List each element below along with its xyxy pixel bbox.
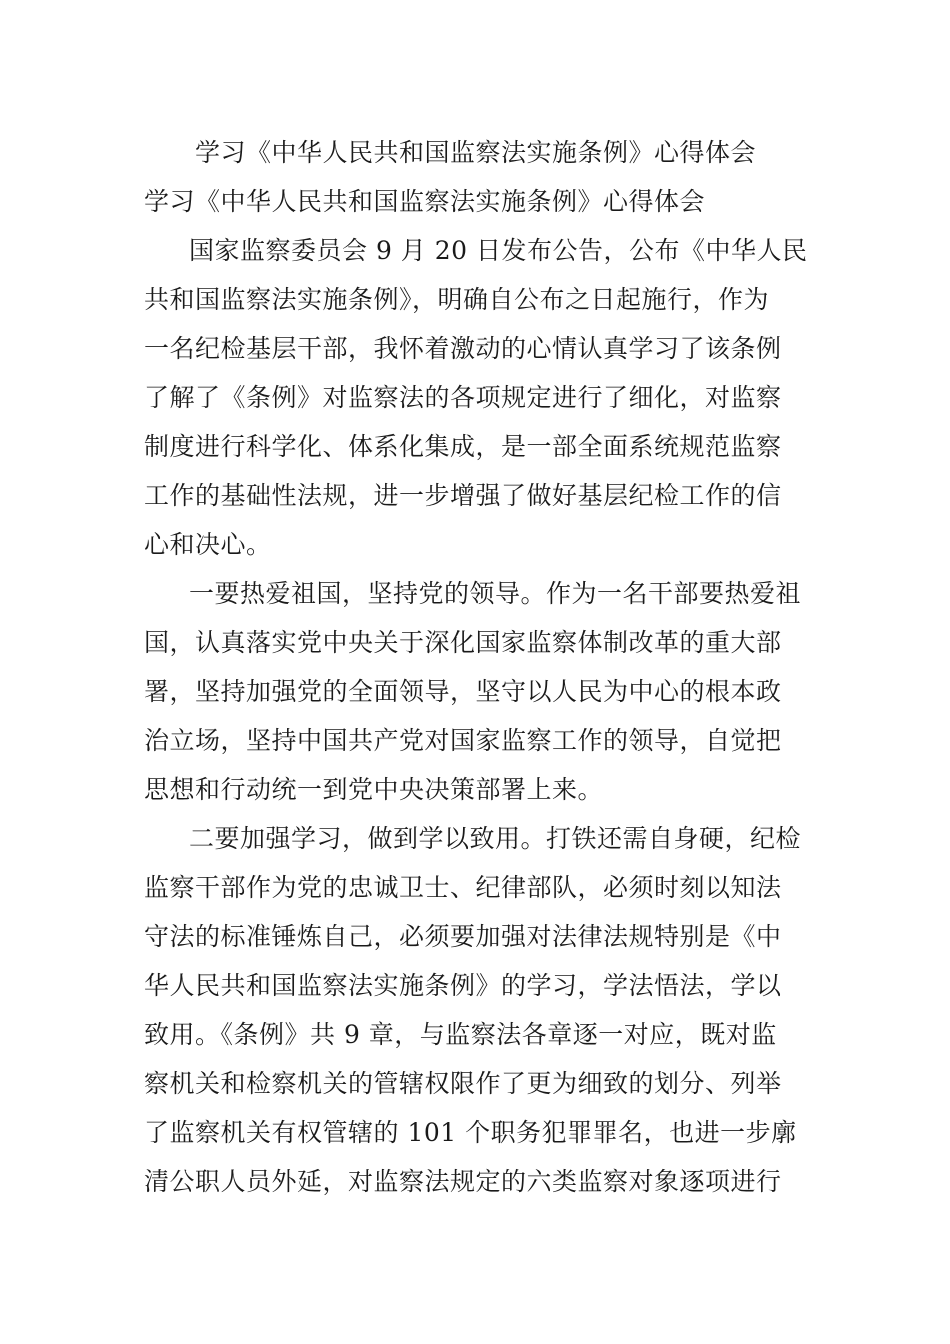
paragraph xyxy=(144,229,808,572)
paragraph-line: 思想和行动统一到党中央决策部署上来。 xyxy=(144,775,604,804)
document-body xyxy=(144,229,808,1209)
paragraph-line: 一名纪检基层干部，我怀着激动的心情认真学习了该条例 xyxy=(144,334,782,363)
document-title: 学习《中华人民共和国监察法实施条例》心得体会 xyxy=(195,138,757,167)
paragraph-line: 心和决心。 xyxy=(144,530,272,559)
paragraph-line: 监察干部作为党的忠诚卫士、纪律部队，必须时刻以知法 xyxy=(144,873,782,902)
paragraph-line: 致用。《条例》共 9 章，与监察法各章逐一对应，既对监 xyxy=(144,1020,777,1049)
paragraph-line: 二要加强学习，做到学以致用。打铁还需自身硬，纪检 xyxy=(189,824,802,853)
paragraph-line: 共和国监察法实施条例》，明确自公布之日起施行，作为 xyxy=(144,285,770,314)
paragraph-line: 了解了《条例》对监察法的各项规定进行了细化，对监察 xyxy=(144,383,782,412)
paragraph-line: 了监察机关有权管辖的 101 个职务犯罪罪名，也进一步廓 xyxy=(144,1118,797,1147)
paragraph-line: 守法的标准锤炼自己，必须要加强对法律法规特别是《中 xyxy=(144,922,782,951)
paragraph-line: 国，认真落实党中央关于深化国家监察体制改革的重大部 xyxy=(144,628,782,657)
paragraph-line: 清公职人员外延，对监察法规定的六类监察对象逐项进行 xyxy=(144,1167,782,1196)
paragraph-line: 署，坚持加强党的全面领导，坚守以人民为中心的根本政 xyxy=(144,677,782,706)
paragraph-line: 工作的基础性法规，进一步增强了做好基层纪检工作的信 xyxy=(144,481,782,510)
paragraph xyxy=(144,817,808,1209)
paragraph-line: 治立场，坚持中国共产党对国家监察工作的领导，自觉把 xyxy=(144,726,782,755)
paragraph-line: 制度进行科学化、体系化集成，是一部全面系统规范监察 xyxy=(144,432,782,461)
document-subtitle: 学习《中华人民共和国监察法实施条例》心得体会 xyxy=(144,187,706,216)
paragraph xyxy=(144,572,808,817)
paragraph-line: 一要热爱祖国，坚持党的领导。作为一名干部要热爱祖 xyxy=(189,579,802,608)
paragraph-line: 察机关和检察机关的管辖权限作了更为细致的划分、列举 xyxy=(144,1069,782,1098)
paragraph-line: 国家监察委员会 9 月 20 日发布公告，公布《中华人民 xyxy=(189,236,808,265)
paragraph-line: 华人民共和国监察法实施条例》的学习，学法悟法，学以 xyxy=(144,971,782,1000)
